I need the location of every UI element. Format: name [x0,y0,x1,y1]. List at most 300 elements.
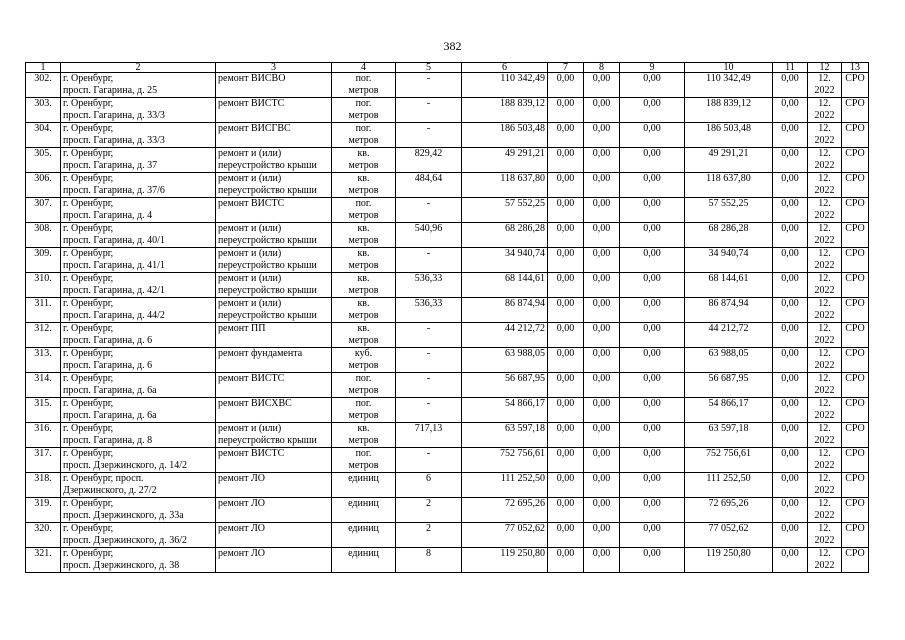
col-10-value: 110 342,49 [706,73,751,84]
row-number: 319. [34,498,52,509]
quantity: 2 [426,523,431,534]
unit-line-1: кв. [357,323,370,334]
address-line-1: г. Оренбург, [63,123,114,134]
col-11-value: 0,00 [781,448,799,459]
deadline-year: 2022 [814,235,835,246]
col-11-value: 0,00 [781,323,799,334]
table-row [26,423,869,448]
column-header: 3 [216,63,332,73]
col-7-value: 0,00 [556,523,575,534]
page-number: 382 [443,39,462,53]
col-11-value: 0,00 [781,548,799,559]
unit-line-2: метров [348,310,379,321]
quantity: - [426,248,431,259]
col-9-value: 0,00 [643,498,661,509]
address-line-1: г. Оренбург, [63,73,114,84]
work-type-line-1: ремонт и (или) [218,298,282,309]
deadline-year: 2022 [814,210,835,221]
column-header: 9 [620,63,685,73]
address-line-2: просп. Гагарина, д. 41/1 [63,260,165,271]
col-7-value: 0,00 [556,298,575,309]
address-line-2: просп. Дзержинского, д. 36/2 [63,535,187,546]
col-10-value: 49 291,21 [708,148,749,159]
work-type-line-2: переустройство крыши [218,185,317,196]
work-type-line-1: ремонт ЛО [218,523,265,534]
address-line-2: просп. Гагарина, д. 25 [63,85,158,96]
quantity: - [426,123,431,134]
table-row [26,123,869,148]
method: СРО [845,248,865,259]
unit-line-2: метров [348,185,379,196]
table-row [26,523,869,548]
total-cost: 188 839,12 [500,98,545,109]
column-header: 10 [685,63,773,73]
unit-line-1: пог. [355,448,372,459]
col-10-value: 57 552,25 [708,198,749,209]
work-type-line-1: ремонт ВИСГВС [218,123,291,134]
col-11-value: 0,00 [781,348,799,359]
deadline-year: 2022 [814,135,835,146]
unit-line-2: метров [348,435,379,446]
row-number: 309. [34,248,52,259]
col-11-value: 0,00 [781,423,799,434]
total-cost: 68 286,28 [505,223,545,234]
col-7-value: 0,00 [556,73,575,84]
table-row [26,498,869,523]
method: СРО [845,473,865,484]
column-header: 7 [548,63,584,73]
unit-line-1: кв. [357,298,370,309]
col-9-value: 0,00 [643,548,661,559]
col-7-value: 0,00 [556,423,575,434]
method: СРО [845,148,865,159]
col-11-value: 0,00 [781,398,799,409]
row-number: 306. [34,173,52,184]
total-cost: 44 212,72 [505,323,545,334]
address-line-2: просп. Дзержинского, д. 33а [63,510,184,521]
method: СРО [845,348,865,359]
col-11-value: 0,00 [781,223,799,234]
address-line-1: г. Оренбург, [63,173,114,184]
col-7-value: 0,00 [556,173,575,184]
col-8-value: 0,00 [592,148,611,159]
col-10-value: 68 144,61 [708,273,749,284]
total-cost: 77 052,62 [505,523,545,534]
work-type-line-1: ремонт ЛО [218,548,265,559]
col-10-value: 34 940,74 [708,248,749,259]
col-7-value: 0,00 [556,148,575,159]
quantity: - [426,323,431,334]
address-line-2: просп. Гагарина, д. 40/1 [63,235,165,246]
row-number: 310. [34,273,52,284]
total-cost: 56 687,95 [505,373,545,384]
column-header: 1 [26,63,61,73]
col-10-value: 72 695,26 [708,498,749,509]
column-number-row [26,63,869,73]
col-9-value: 0,00 [643,523,661,534]
quantity: - [426,398,431,409]
table-row [26,448,869,473]
column-header: 4 [332,63,396,73]
unit-line-2: метров [348,110,379,121]
row-number: 315. [34,398,52,409]
column-header: 5 [396,63,462,73]
col-9-value: 0,00 [643,423,661,434]
total-cost: 68 144,61 [505,273,545,284]
col-8-value: 0,00 [592,448,611,459]
quantity: 829,42 [414,148,443,159]
col-11-value: 0,00 [781,73,799,84]
col-9-value: 0,00 [643,198,661,209]
unit-line-2: метров [348,335,379,346]
col-9-value: 0,00 [643,248,661,259]
table-row [26,173,869,198]
deadline-year: 2022 [814,260,835,271]
total-cost: 86 874,94 [505,298,545,309]
deadline-month: 12. [818,73,831,84]
col-10-value: 86 874,94 [708,298,749,309]
deadline-month: 12. [818,123,831,134]
col-7-value: 0,00 [556,273,575,284]
address-line-2: просп. Гагарина, д. 37/6 [63,185,165,196]
deadline-month: 12. [818,98,831,109]
col-10-value: 186 503,48 [706,123,751,134]
col-11-value: 0,00 [781,498,799,509]
unit-line-2: метров [348,85,379,96]
column-header: 12 [808,63,842,73]
unit-line-2: метров [348,135,379,146]
deadline-month: 12. [818,223,831,234]
row-number: 302. [34,73,52,84]
work-type-line-1: ремонт ВИСТС [218,198,285,209]
unit-line-1: кв. [357,423,370,434]
table-row [26,273,869,298]
work-type-line-1: ремонт ВИСХВС [218,398,292,409]
col-9-value: 0,00 [643,148,661,159]
table-row [26,198,869,223]
deadline-month: 12. [818,148,831,159]
work-type-line-1: ремонт ВИСТС [218,98,285,109]
total-cost: 34 940,74 [505,248,545,259]
deadline-month: 12. [818,498,831,509]
method: СРО [845,548,865,559]
row-number: 308. [34,223,52,234]
col-9-value: 0,00 [643,373,661,384]
deadline-year: 2022 [814,160,835,171]
col-9-value: 0,00 [643,348,661,359]
col-11-value: 0,00 [781,198,799,209]
quantity: - [426,348,431,359]
column-header: 8 [584,63,620,73]
col-7-value: 0,00 [556,373,575,384]
deadline-year: 2022 [814,85,835,96]
col-7-value: 0,00 [556,548,575,559]
address-line-2: просп. Гагарина, д. 4 [63,210,153,221]
deadline-month: 12. [818,348,831,359]
work-type-line-1: ремонт ЛО [218,498,265,509]
col-8-value: 0,00 [592,98,611,109]
unit-line-1: кв. [357,223,370,234]
work-type-line-1: ремонт и (или) [218,273,282,284]
work-type-line-1: ремонт и (или) [218,248,282,259]
col-8-value: 0,00 [592,123,611,134]
col-7-value: 0,00 [556,398,575,409]
total-cost: 118 637,80 [500,173,545,184]
col-10-value: 111 252,50 [706,473,751,484]
total-cost: 63 597,18 [505,423,545,434]
quantity: 8 [426,548,431,559]
method: СРО [845,73,865,84]
deadline-year: 2022 [814,185,835,196]
unit-line-1: кв. [357,148,370,159]
total-cost: 111 252,50 [500,473,545,484]
col-7-value: 0,00 [556,348,575,359]
unit-line-1: пог. [355,73,372,84]
deadline-year: 2022 [814,435,835,446]
column-header: 2 [61,63,216,73]
work-type-line-2: переустройство крыши [218,260,317,271]
work-type-line-1: ремонт ВИСТС [218,448,285,459]
address-line-1: г. Оренбург, [63,498,114,509]
col-11-value: 0,00 [781,298,799,309]
work-type-line-1: ремонт ЛО [218,473,265,484]
deadline-month: 12. [818,198,831,209]
col-8-value: 0,00 [592,248,611,259]
quantity: 6 [426,473,431,484]
col-8-value: 0,00 [592,523,611,534]
address-line-1: г. Оренбург, [63,448,114,459]
deadline-month: 12. [818,473,831,484]
method: СРО [845,498,865,509]
address-line-2: просп. Дзержинского, д. 38 [63,560,180,571]
row-number: 321. [34,548,52,559]
unit-line-2: метров [348,285,379,296]
col-10-value: 188 839,12 [706,98,751,109]
row-number: 320. [34,523,52,534]
method: СРО [845,173,865,184]
col-8-value: 0,00 [592,198,611,209]
deadline-month: 12. [818,548,831,559]
deadline-year: 2022 [814,410,835,421]
col-11-value: 0,00 [781,148,799,159]
address-line-2: Дзержинского, д. 27/2 [63,485,157,496]
work-type-line-1: ремонт и (или) [218,223,282,234]
col-7-value: 0,00 [556,323,575,334]
deadline-month: 12. [818,173,831,184]
table-row [26,223,869,248]
method: СРО [845,398,865,409]
unit-line-2: метров [348,460,379,471]
total-cost: 54 866,17 [505,398,545,409]
method: СРО [845,98,865,109]
table-row [26,398,869,423]
col-8-value: 0,00 [592,423,611,434]
address-line-1: г. Оренбург, [63,348,114,359]
address-line-2: просп. Гагарина, д. 37 [63,160,158,171]
address-line-1: г. Оренбург, [63,423,114,434]
address-line-1: г. Оренбург, [63,248,114,259]
table-row [26,98,869,123]
unit-line-1: пог. [355,98,372,109]
col-11-value: 0,00 [781,248,799,259]
unit-line-1: единиц [348,498,379,509]
table-row [26,548,869,573]
unit-line-1: кв. [357,273,370,284]
method: СРО [845,123,865,134]
work-type-line-1: ремонт и (или) [218,148,282,159]
quantity: - [426,373,431,384]
row-number: 312. [34,323,52,334]
deadline-month: 12. [818,448,831,459]
work-type-line-1: ремонт ПП [218,323,266,334]
total-cost: 110 342,49 [500,73,545,84]
quantity: 540,96 [414,223,443,234]
col-10-value: 63 988,05 [708,348,749,359]
unit-line-2: метров [348,410,379,421]
unit-line-2: метров [348,160,379,171]
row-number: 304. [34,123,52,134]
work-type-line-1: ремонт ВИСВО [218,73,286,84]
deadline-month: 12. [818,373,831,384]
col-7-value: 0,00 [556,473,575,484]
col-10-value: 118 637,80 [706,173,751,184]
address-line-1: г. Оренбург, [63,298,114,309]
col-8-value: 0,00 [592,273,611,284]
col-10-value: 77 052,62 [708,523,749,534]
unit-line-2: метров [348,385,379,396]
col-11-value: 0,00 [781,123,799,134]
quantity: 717,13 [414,423,443,434]
table-row [26,473,869,498]
row-number: 311. [34,298,52,309]
col-7-value: 0,00 [556,98,575,109]
col-8-value: 0,00 [592,373,611,384]
col-10-value: 752 756,61 [706,448,751,459]
work-type-line-2: переустройство крыши [218,435,317,446]
row-number: 317. [34,448,52,459]
col-8-value: 0,00 [592,323,611,334]
col-7-value: 0,00 [556,448,575,459]
unit-line-2: метров [348,260,379,271]
deadline-year: 2022 [814,510,835,521]
address-line-2: просп. Гагарина, д. 6а [63,385,157,396]
address-line-2: просп. Гагарина, д. 6 [63,360,153,371]
col-9-value: 0,00 [643,73,661,84]
col-9-value: 0,00 [643,473,661,484]
col-11-value: 0,00 [781,373,799,384]
deadline-month: 12. [818,273,831,284]
col-9-value: 0,00 [643,398,661,409]
deadline-year: 2022 [814,535,835,546]
work-type-line-1: ремонт и (или) [218,173,282,184]
unit-line-1: пог. [355,198,372,209]
row-number: 307. [34,198,52,209]
deadline-month: 12. [818,248,831,259]
address-line-1: г. Оренбург, [63,198,114,209]
quantity: 484,64 [414,173,443,184]
col-11-value: 0,00 [781,473,799,484]
unit-line-1: куб. [354,348,373,359]
deadline-month: 12. [818,298,831,309]
unit-line-1: единиц [348,523,379,534]
work-type-line-2: переустройство крыши [218,310,317,321]
deadline-year: 2022 [814,460,835,471]
address-line-2: просп. Гагарина, д. 8 [63,435,153,446]
row-number: 316. [34,423,52,434]
total-cost: 63 988,05 [505,348,545,359]
col-9-value: 0,00 [643,123,661,134]
col-9-value: 0,00 [643,173,661,184]
col-7-value: 0,00 [556,198,575,209]
work-type-line-1: ремонт ВИСТС [218,373,285,384]
work-type-line-1: ремонт фундамента [218,348,303,359]
address-line-1: г. Оренбург, [63,223,114,234]
col-8-value: 0,00 [592,73,611,84]
method: СРО [845,523,865,534]
col-9-value: 0,00 [643,273,661,284]
address-line-1: г. Оренбург, [63,323,114,334]
unit-line-1: кв. [357,173,370,184]
address-line-2: просп. Гагарина, д. 33/3 [63,135,165,146]
address-line-2: просп. Гагарина, д. 6а [63,410,157,421]
total-cost: 57 552,25 [505,198,545,209]
col-8-value: 0,00 [592,223,611,234]
unit-line-1: единиц [348,548,379,559]
col-10-value: 119 250,80 [706,548,751,559]
col-8-value: 0,00 [592,173,611,184]
deadline-month: 12. [818,323,831,334]
col-8-value: 0,00 [592,498,611,509]
col-7-value: 0,00 [556,223,575,234]
deadline-month: 12. [818,523,831,534]
row-number: 318. [34,473,52,484]
table-row [26,373,869,398]
col-7-value: 0,00 [556,248,575,259]
unit-line-1: пог. [355,123,372,134]
col-11-value: 0,00 [781,273,799,284]
unit-line-1: единиц [348,473,379,484]
deadline-year: 2022 [814,335,835,346]
unit-line-1: пог. [355,398,372,409]
quantity: - [426,98,431,109]
registry-table [25,62,869,573]
col-10-value: 68 286,28 [708,223,749,234]
total-cost: 119 250,80 [500,548,545,559]
column-header: 11 [773,63,808,73]
address-line-1: г. Оренбург, [63,98,114,109]
unit-line-2: метров [348,360,379,371]
address-line-2: просп. Дзержинского, д. 14/2 [63,460,187,471]
method: СРО [845,223,865,234]
method: СРО [845,273,865,284]
total-cost: 49 291,21 [505,148,545,159]
quantity: - [426,448,431,459]
row-number: 313. [34,348,52,359]
col-8-value: 0,00 [592,348,611,359]
col-10-value: 63 597,18 [708,423,749,434]
work-type-line-2: переустройство крыши [218,285,317,296]
table-row [26,148,869,173]
address-line-2: просп. Гагарина, д. 33/3 [63,110,165,121]
address-line-2: просп. Гагарина, д. 42/1 [63,285,165,296]
col-7-value: 0,00 [556,498,575,509]
total-cost: 752 756,61 [500,448,545,459]
col-10-value: 54 866,17 [708,398,749,409]
total-cost: 186 503,48 [500,123,545,134]
method: СРО [845,298,865,309]
method: СРО [845,373,865,384]
deadline-year: 2022 [814,560,835,571]
